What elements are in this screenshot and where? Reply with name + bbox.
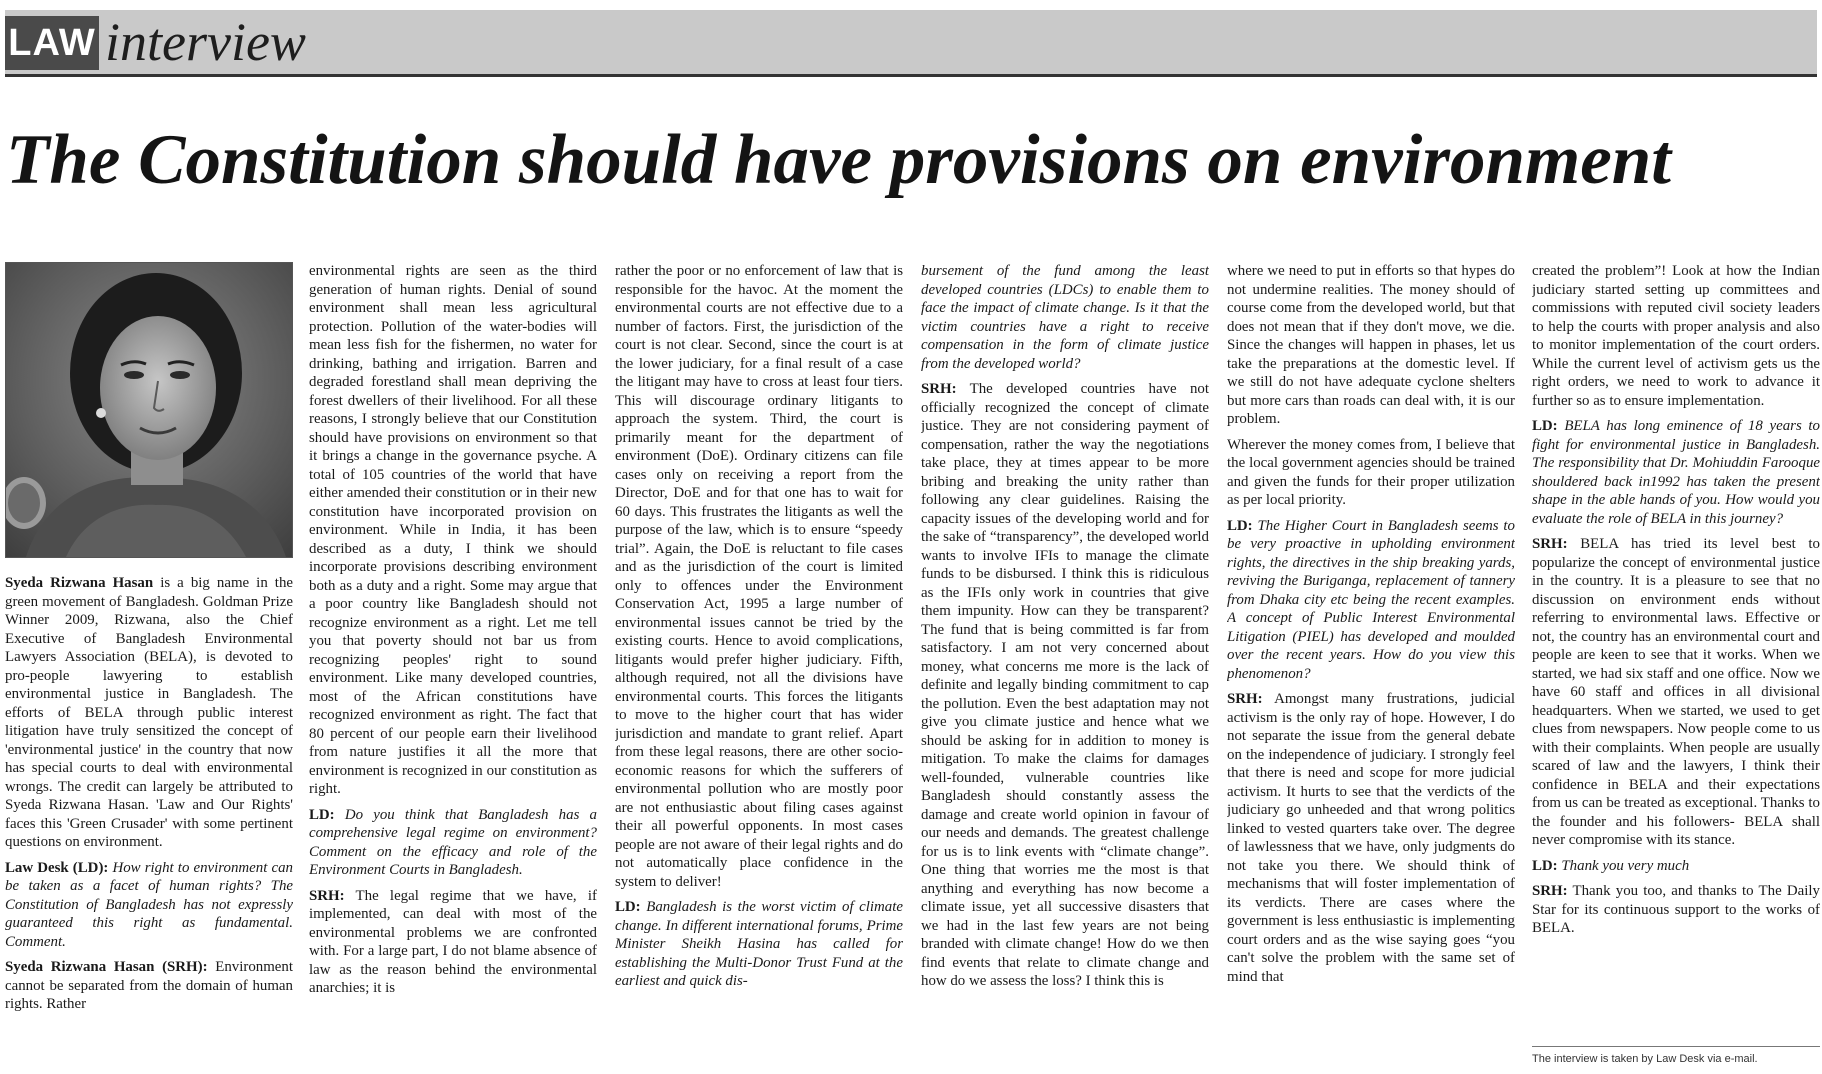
answer-5-text: BELA has tried its level best to popularize the concept of environmental justice in the country. It is a pleasure to see that no discussion on environment ends without referring to environmental laws. Effective or not, the country has an environmental court and people are keen to see that it works. When we started, we had six staff and one office. Now we have 60 staff and offices in all divisional headquarters. When we started, we used to get clues from newspapers. Now people come to us with their complaints. When people are usually scared of law and the lawyers, I think their confidence in BELA and their expectations from us can be treated as exceptional. Thanks to the founder and his followers- BELA shall never compromise with its stance.	[1532, 536, 1820, 848]
answer-2-start	[309, 887, 597, 998]
section-header	[5, 10, 1817, 77]
answer-4-continued: created the problem”! Look at how the Indian judiciary started setting up committees and commissions with reputed civil society leaders to help the courts with proper analysis and also to monitor implementation of the court orders. While the current level of activism gets us the right orders, we need to work to advance it further so as to ensure implementation.	[1532, 263, 1820, 409]
answer-2-speaker: SRH:	[309, 887, 345, 904]
section-name: interview	[105, 12, 306, 72]
question-5-text: BELA has long eminence of 18 years to fight for environmental justice in Bangladesh. The responsibility that Dr. Mohiuddin Farooque shouldered back in1992 has taken the present shape in the able hands of you. How would you evaluate the role of BELA in this journey?	[1532, 418, 1820, 527]
portrait-illustration	[6, 263, 292, 557]
answer-6-speaker: SRH:	[1532, 883, 1568, 899]
headline: The Constitution should have provisions on environment	[6, 121, 1671, 199]
question-1-speaker: Law Desk (LD):	[5, 859, 109, 876]
answer-3-continued: where we need to put in efforts so that hypes do not undermine realities. The money should of course come from the developed world, but that does not mean that if they don't move, we die. Since the changes will happen in phases, let us take the preparations at the domestic level. If we still do not have adequate cyclone shelters but more cars than roads can deal with, it is our problem.	[1227, 263, 1515, 427]
question-5	[1532, 417, 1820, 528]
question-4	[1227, 517, 1515, 684]
intro-name: Syeda Rizwana Hasan	[5, 575, 154, 591]
answer-2-continued: rather the poor or no enforcement of law that is responsible for the havoc. At the moment the environmental courts are not effective due to a number of factors. First, the jurisdiction of the court is not clear. Second, since the court is at the lower judiciary, for a final result of a case the litigant may have to cross at least four tiers. This will discourage ordinary litigants to approach the system. Third, the court is primarily meant for the department of environment (DoE). Ordinary citizens can file cases only on receiving a report from the Director, DoE and for that one has to wait for 60 days. This frustrates the litigants as well the purpose of the law, which is to ensure “speedy trial”. Again, the DoE is reluctant to file cases and as the jurisdiction of the court is limited only to offences under the Environment Conservation Act, 1995 a large number of environmental issues cannot be tried by the existing courts. Hence to avoid complications, litigants would prefer higher judiciary. Fifth, although required, not all the divisions have environmental courts. This forces the litigants to move to the higher court that has wider jurisdiction and mandate to grant relief. Apart from these legal reasons, there are other socio-economic reasons for which the sufferers of environmental pollution who are mostly poor are not enthusiastic about filing cases against their all powerful opponents. In most cases people are not aware of their legal rights and do not automatically place confidence in the system to deliver!	[615, 263, 903, 890]
column-2	[309, 262, 597, 1070]
question-3-speaker: LD:	[615, 899, 641, 915]
question-2	[309, 806, 597, 880]
intro-paragraph	[5, 574, 293, 852]
answer-1-continued: environmental rights are seen as the third generation of human rights. Denial of sound environment shall mean less agricultural protection. Pollution of the water-bodies will mean less fish for the fishermen, no water for drinking, bathing and irrigation. Barren and degraded forestland shall mean depriving the forest dwellers of their livelihood. For all these reasons, I strongly believe that our Constitution should have provisions on environment so that it brings a change in the governance psyche. A total of 105 countries of the world that have either amended their constitution or in their new constitution have incorporated provision on environment. While in India, it has been described as a duty, I think we should incorporate provisions describing environment both as a duty and a right. Some may argue that a poor country like Bangladesh should not recognize environment as a right. Let me tell you that poverty should not bar us from recognizing peoples' right to sound environment. Like many developed countries, most of the African constitutions have recognized environment as right. The fact that 80 percent of our people earn their livelihood from nature justifies it all the more that environment is recognized in our constitution as right.	[309, 263, 597, 797]
question-1-text: How right to environment can be taken as a facet of human rights? The Constitution of Bangladesh has not expressly guaranteed this right as fundamental. Comment.	[5, 859, 293, 950]
question-4-text: The Higher Court in Bangladesh seems to be very proactive in upholding environment rights, the directives in the ship breaking yards, reviving the Buriganga, replacement of tannery from Dhaka city etc being the recent examples. A concept of Public Interest Environmental Litigation (PIEL) has developed and moulded over the recent years. How do you view this phenomenon?	[1227, 517, 1515, 682]
interview-credit: The interview is taken by Law Desk via e-mail.	[1532, 1046, 1820, 1065]
question-5-speaker: LD:	[1532, 418, 1558, 434]
answer-2-text-start: The legal regime that we have, if implemented, can deal with most of the environmental problems we are confronted with. For a large part, I do not blame absence of law as the reason behind the environmental anarchies; it is	[309, 887, 597, 996]
question-3-start	[615, 898, 903, 991]
answer-1-speaker: Syeda Rizwana Hasan (SRH):	[5, 959, 208, 975]
answer-3-start	[921, 380, 1209, 991]
intro-text: is a big name in the green movement of Bangladesh. Goldman Prize Winner 2009, Rizwana, also the Chief Executive of Bangladesh Environmental Lawyers Association (BELA), is devoted to pro-people lawyering to establish environmental justice in Bangladesh. The efforts of BELA through public interest litigation have truly sensitized the concept of 'environmental justice' in the country that now has special courts to deal with environmental wrongs. The credit can largely be attributed to Syeda Rizwana Hasan. 'Law and Our Rights' faces this 'Green Crusader' with some pertinent questions on environment.	[5, 575, 293, 850]
question-6	[1532, 857, 1820, 876]
answer-4-speaker: SRH:	[1227, 691, 1263, 707]
answer-5	[1532, 535, 1820, 850]
answer-3-text: The developed countries have not officially recognized the concept of climate justice. They are not considering payment of compensation, rather the way the negotiations take place, they at times appear to be more bribing and breaking the unity rather than following any clear guidelines. Raising the capacity issues of the developing world and for the sake of “transparency”, the developed world wants to involve IFIs to manage the climate funds to be disbursed. I think this is ridiculous as the IFIs only work in countries that give them impunity. How can they be transparent? The fund that is being committed is far from satisfactory. I am not very concerned about money, what concerns me more is the lack of definite and legally binding commitment to cap the pollution. Even the best adaptation may not give you climate justice and hence what we should be asking for in addition to money is mitigation. To make the claims for damages well-founded, vulnerable countries like Bangladesh should constantly assess the damage and create world opinion in favour of our needs and demands. The greatest challenge for us is to link events with “climate change”. One thing that worries me the most is that anything and everything has now become a climate issue, yet all successive disasters that we had in the last few years are not being branded with climate change! How do we then find events that relate to climate change and how do we assess the loss? I think this is	[921, 381, 1209, 989]
answer-4-start	[1227, 690, 1515, 986]
answer-3-speaker: SRH:	[921, 381, 957, 397]
question-4-speaker: LD:	[1227, 517, 1253, 534]
column-5	[1227, 262, 1515, 1070]
answer-3-paragraph-2: Wherever the money comes from, I believe that the local government agencies should be trained and given the funds for their proper utilization as per local priority.	[1227, 436, 1515, 508]
question-2-text: Do you think that Bangladesh has a comprehensive legal regime on environment? Comment on the efficacy and role of the Environment Courts in Bangladesh.	[309, 806, 597, 878]
answer-6	[1532, 882, 1820, 938]
answer-5-speaker: SRH:	[1532, 536, 1568, 552]
question-3-continued: bursement of the fund among the least developed countries (LDCs) to enable them to face the impact of climate change. Is it that the victim countries have a right to receive compensation in the form of climate justice from the developed world?	[921, 263, 1209, 372]
question-3-text-start: Bangladesh is the worst victim of climate change. In different international forums, Prime Minister Sheikh Hasina has called for establishing the Multi-Donor Trust Fund at the earliest and quick dis-	[615, 899, 903, 989]
question-2-speaker: LD:	[309, 806, 335, 823]
question-6-speaker: LD:	[1532, 857, 1558, 874]
column-4	[921, 262, 1209, 1070]
answer-6-text: Thank you too, and thanks to The Daily Star for its continuous support to the works of BELA.	[1532, 883, 1820, 936]
column-3	[615, 262, 903, 1070]
column-6	[1532, 262, 1820, 1034]
interviewee-photo	[5, 262, 293, 558]
answer-1-text-start: Environment cannot be separated from the domain of human rights. Rather	[5, 959, 293, 1012]
answer-1-start	[5, 958, 293, 1014]
answer-4-text: Amongst many frustrations, judicial activism is the only ray of hope. However, I do not separate the issue from the general debate on the independence of judiciary. I strongly feel that there is need and scope for more judicial activism. It hurts to see that the verdicts of the judiciary go unheeded and that wrong politics linked to vested quarters take over. The degree of lawlessness that we have, only judgments do not take you there. We should think of mechanisms that will foster implementation of its verdicts. There are cases where the government is less enthusiastic is implementing court orders and as the wise saying goes “you can't solve the problem with the same set of mind that	[1227, 691, 1515, 985]
question-6-text: Thank you very much	[1561, 857, 1690, 874]
column-1	[5, 574, 293, 1070]
question-1	[5, 859, 293, 952]
section-tag: LAW	[5, 16, 99, 70]
